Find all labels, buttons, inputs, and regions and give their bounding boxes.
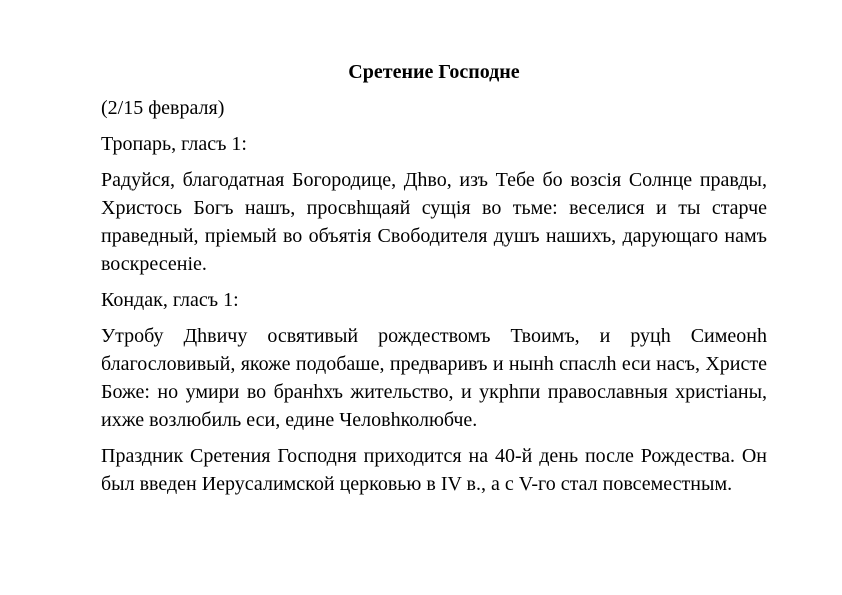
kontakion-heading: Кондак, гласъ 1:	[101, 289, 239, 311]
kontakion-text: Утробу Дhвичу освятивый рождествомъ Твоимъ, и руцh Симеонh благословивый, якоже подобаше, предваривъ и нынh спаслh еси насъ, Христе Боже: но умири во бранhхъ жительство, и укрhпи православныя христіаны, ихже возлюбиль еси, едине Человhколюбче.	[101, 325, 767, 431]
feast-note: Праздник Сретения Господня приходится на 40-й день после Рождества. Он был введен Иерусалимской церковью в IV в., а с V-го стал повсеместным.	[101, 445, 767, 495]
troparion-text: Радуйся, благодатная Богородице, Дhво, изъ Тебе бо возсія Солнце правды, Христось Богъ нашъ, просвhщаяй сущія во тьме: веселися и ты старче праведный, пріемый во объятія Свободителя душъ нашихъ, дарующаго намъ воскресеніе.	[101, 169, 767, 275]
document-body	[101, 58, 767, 506]
date-line: (2/15 февраля)	[101, 97, 225, 119]
troparion-heading: Тропарь, гласъ 1:	[101, 133, 247, 155]
document-title: Сретение Господне	[348, 61, 520, 83]
